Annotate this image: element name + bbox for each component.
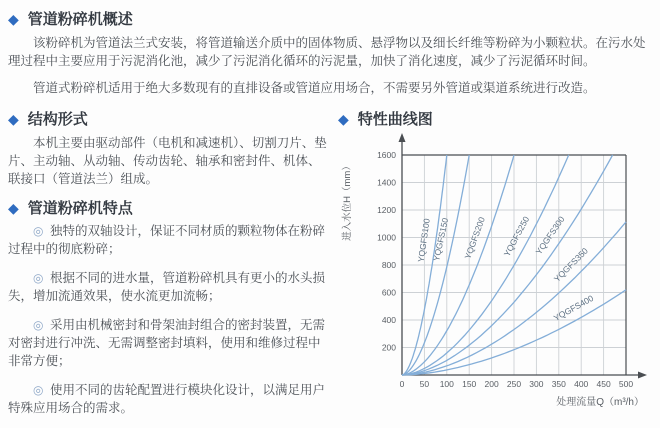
overview-title: 管道粉碎机概述 <box>27 11 133 28</box>
structure-title: 结构形式 <box>27 111 88 128</box>
chart-heading <box>338 108 650 129</box>
feature-item <box>8 269 330 305</box>
diamond-icon: ◆ <box>8 199 19 216</box>
x-tick-label: 0 <box>399 379 405 389</box>
right-column <box>338 106 650 428</box>
diamond-icon: ◆ <box>338 110 349 127</box>
x-tick-label: 100 <box>439 379 454 389</box>
x-tick-label: 150 <box>462 379 477 389</box>
characteristic-curve-chart <box>338 133 650 422</box>
plot-area <box>377 133 647 389</box>
y-tick-label: 1600 <box>377 150 396 160</box>
curve-label-YQGFS250: YQGFS250 <box>501 214 532 259</box>
features-title: 管道粉碎机特点 <box>27 200 133 217</box>
circle-bullet-icon: ◎ <box>33 271 44 285</box>
feature-text: 采用由机械密封和骨架油封组合的密封装置，无需对密封进行冲洗、无需调整密封填料，使用和维修过程中非常方便； <box>8 318 325 368</box>
chart-title: 特性曲线图 <box>357 111 433 128</box>
x-axis-arrow-icon <box>638 372 647 379</box>
feature-text: 独特的双轴设计，保证不同材质的颗粒物体在粉碎过程中的彻底粉碎； <box>8 224 325 256</box>
y-tick-label: 1400 <box>377 177 396 188</box>
feature-item <box>8 381 330 417</box>
x-tick-label: 200 <box>484 379 499 389</box>
x-tick-label: 500 <box>618 379 634 389</box>
y-tick-label: 600 <box>381 287 396 298</box>
x-tick-label: 300 <box>529 379 544 389</box>
curve-label-YQGFS200: YQGFS200 <box>462 215 487 261</box>
y-tick-label: 400 <box>381 315 396 325</box>
diamond-icon: ◆ <box>8 110 19 127</box>
curve-label-YQGFS400: YQGFS400 <box>551 292 596 324</box>
curve-label-YQGFS300: YQGFS300 <box>533 214 567 257</box>
x-tick-label: 400 <box>574 379 589 389</box>
circle-bullet-icon: ◎ <box>33 318 44 332</box>
feature-item <box>8 222 330 258</box>
diamond-icon: ◆ <box>8 10 19 27</box>
y-tick-label: 1200 <box>377 205 396 215</box>
x-tick-label: 350 <box>551 379 566 389</box>
feature-item <box>8 316 330 370</box>
overview-paragraph-2: 管道式粉碎机适用于绝大多数现有的直排设备或管道应用场合，不需要另外管道或渠道系统进行改造。 <box>33 81 596 95</box>
features-heading <box>8 197 330 218</box>
y-axis-label: 进入水位H（mm） <box>342 161 353 241</box>
curve-chart-svg <box>338 133 650 417</box>
structure-heading <box>8 108 330 129</box>
structure-paragraph: 本机主要由驱动部件（电机和减速机）、切割刀片、垫片、主动轴、从动轴、传动齿轮、轴承和密封件、机体、联接口（管道法兰）组成。 <box>8 136 327 186</box>
circle-bullet-icon: ◎ <box>33 224 44 238</box>
overview-heading <box>8 8 650 29</box>
curve-label-YQGFS150: YQGFS150 <box>431 216 451 262</box>
curve-label-YQGFS350: YQGFS350 <box>551 245 590 284</box>
x-tick-label: 450 <box>596 379 611 389</box>
x-tick-label: 50 <box>419 379 430 389</box>
left-column <box>8 106 330 428</box>
curve-label-YQGFS100: YQGFS100 <box>415 217 432 263</box>
overview-paragraph-1: 该粉碎机为管道法兰式安装，将管道输送介质中的固体物质、悬浮物以及细长纤维等粉碎为小颗粒状。在污水处理过程中主要应用于污泥消化池，减少了污泥消化循环的污泥量，加快了消化速度，减少了污泥循环时间。 <box>8 36 646 68</box>
x-axis-label: 处理流量Q（m³/h） <box>556 397 644 408</box>
y-tick-label: 200 <box>381 342 396 353</box>
feature-text: 根据不同的进水量，管道粉碎机具有更小的水头损失，增加流通效果，使水流更加流畅； <box>8 271 325 303</box>
y-tick-label: 1000 <box>377 232 396 243</box>
circle-bullet-icon: ◎ <box>33 383 44 397</box>
y-axis-arrow-icon <box>399 133 406 142</box>
feature-text: 使用不同的齿轮配置进行模块化设计，以满足用户特殊应用场合的需求。 <box>8 383 325 415</box>
y-tick-label: 800 <box>381 260 396 270</box>
x-tick-label: 250 <box>506 379 522 389</box>
